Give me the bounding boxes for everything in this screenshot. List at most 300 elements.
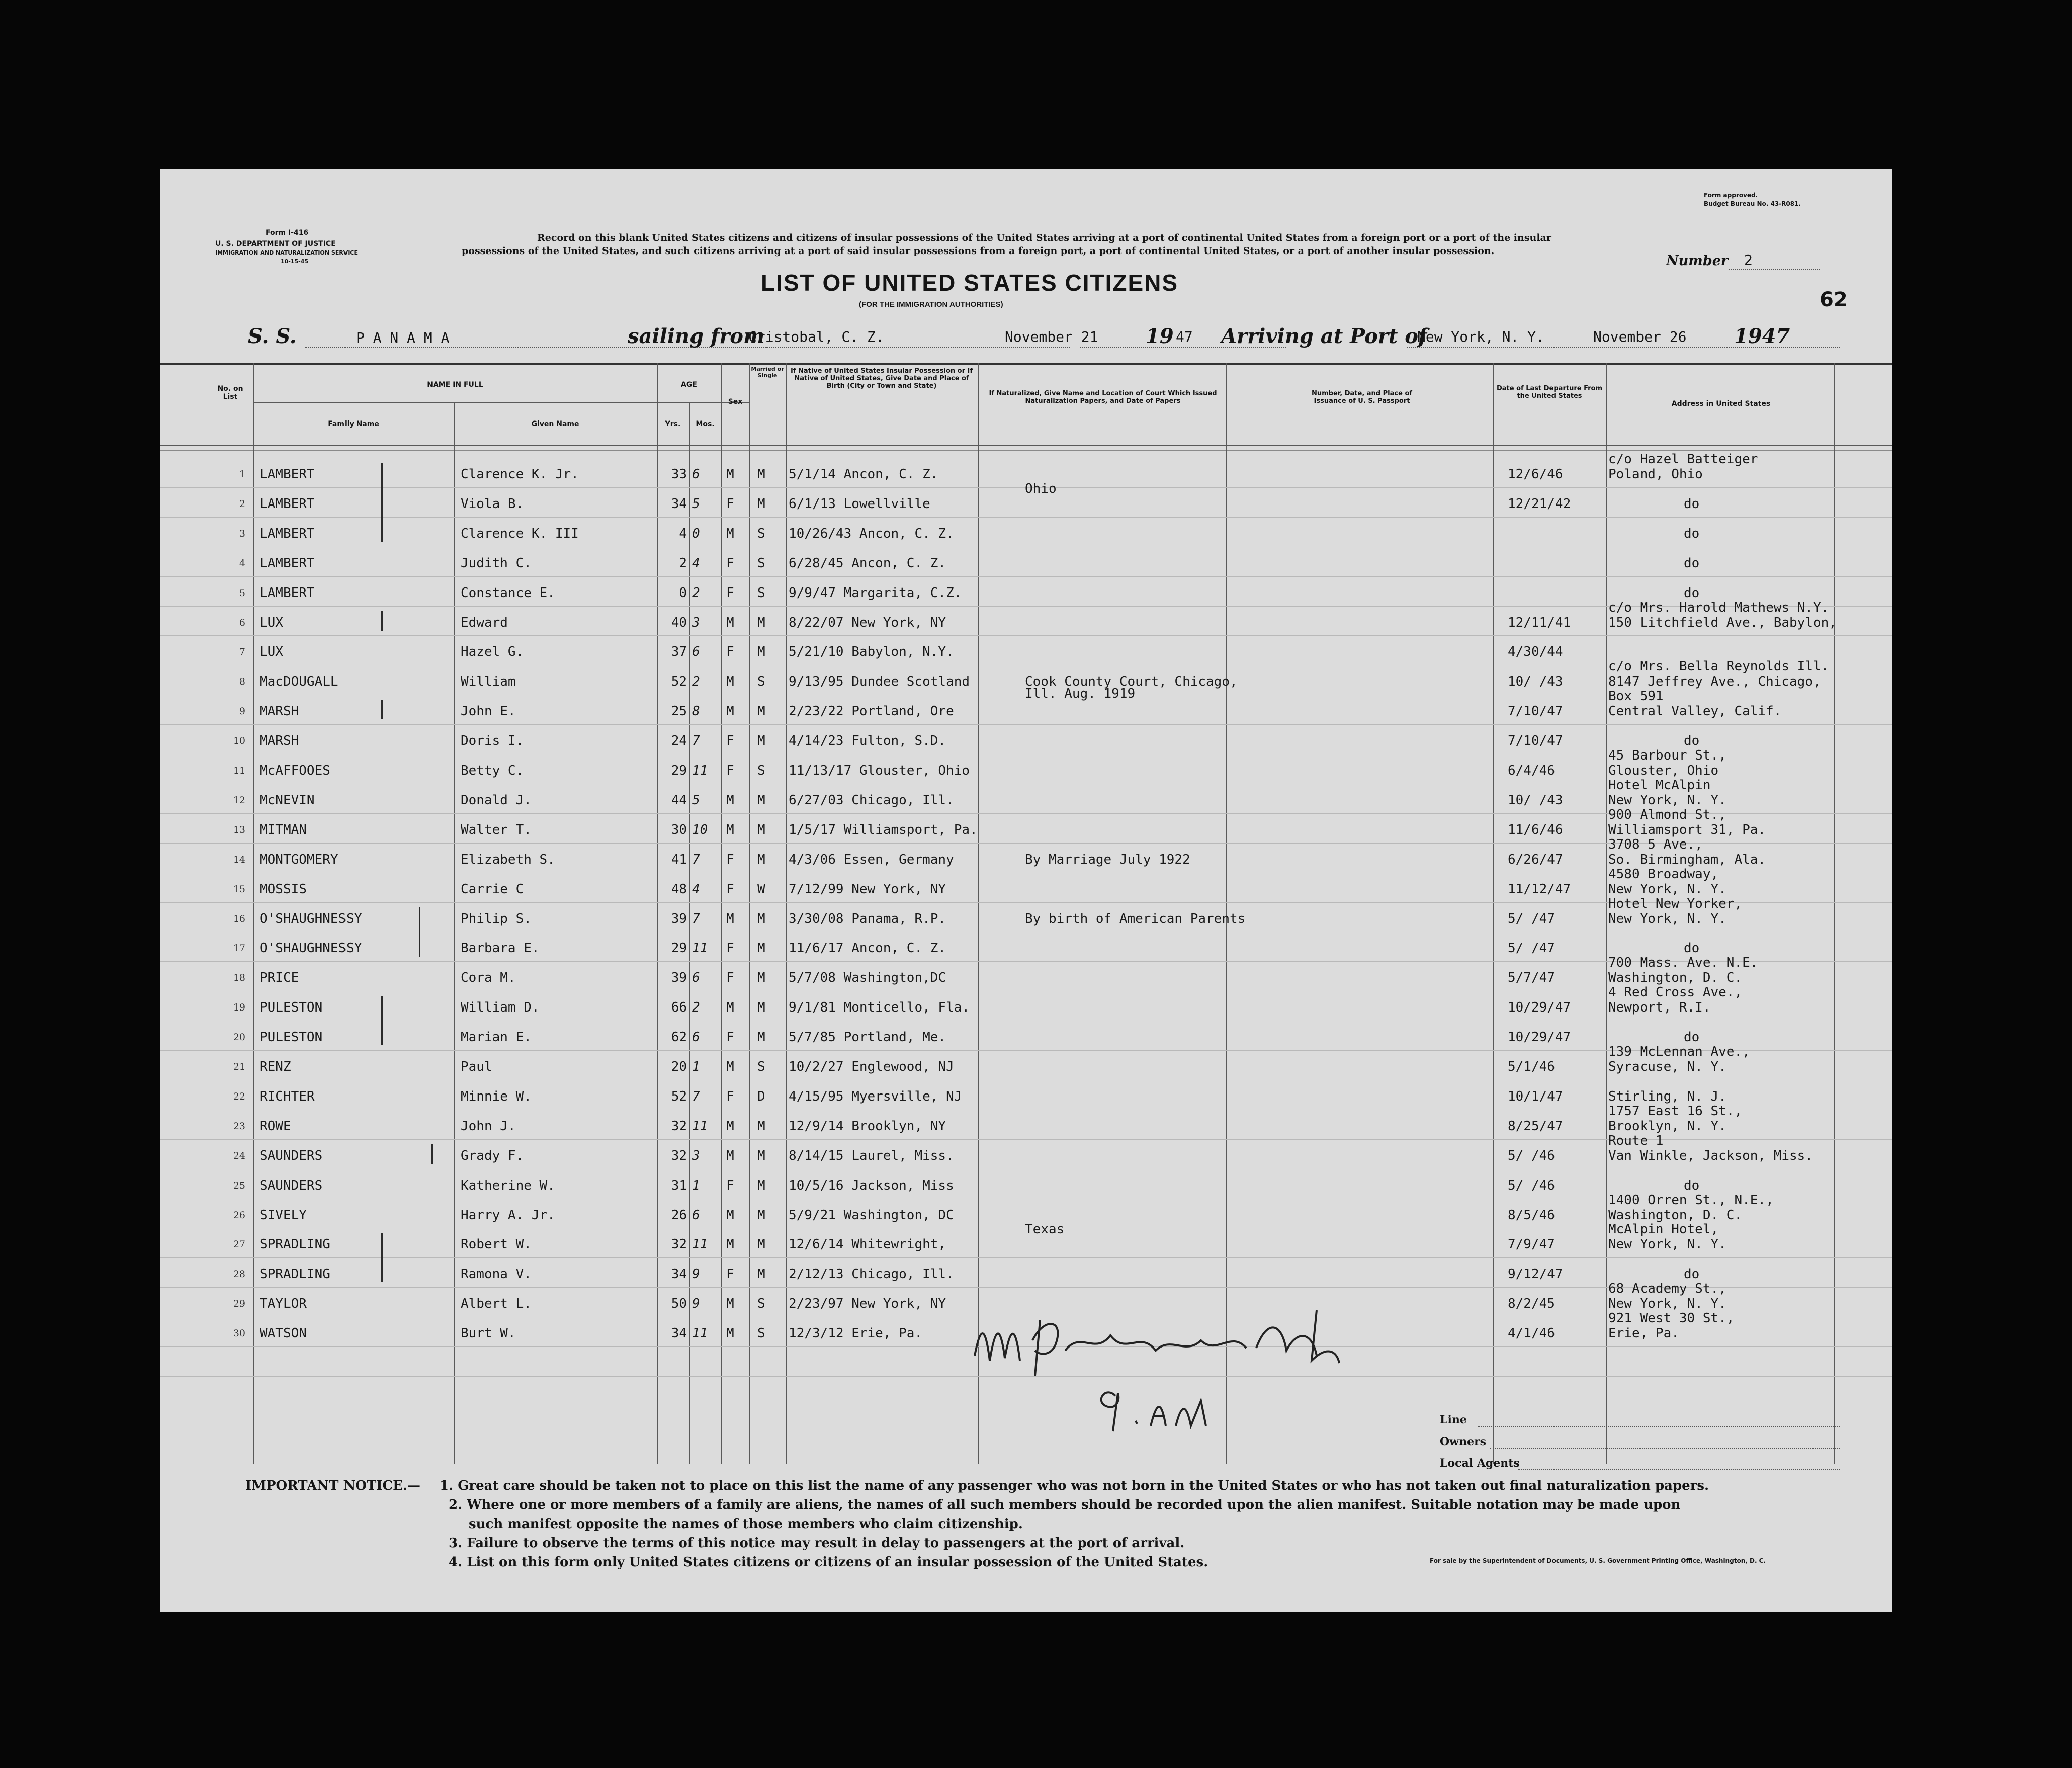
given-name-cell: William: [461, 674, 516, 689]
row-number-cell: 7: [239, 646, 245, 657]
sex-cell: F: [726, 496, 734, 512]
age-months-cell: 11: [692, 1326, 708, 1341]
family-group-tick: [381, 463, 383, 542]
instructions-paragraph: Record on this blank United States citizens and citizens of insular possessions of the United States arriving at a port of continental United States from a foreign port or a port of the insular possessions of the United States, and such citizens arriving at a port of said insular possessions from a foreign port, a port of continental United States, or a port of another insular possession.: [462, 232, 1551, 257]
given-name-cell: Albert L.: [461, 1296, 532, 1311]
sex-cell: F: [726, 852, 734, 867]
form-number: Form I-416: [266, 229, 309, 237]
departure-date-cell: 7/10/47: [1508, 733, 1563, 748]
age-years-cell: 32: [671, 1148, 687, 1163]
given-name-cell: Philip S.: [461, 911, 532, 927]
family-name-cell: O'SHAUGHNESSY: [260, 911, 362, 927]
age-months-cell: 11: [692, 941, 708, 956]
given-name-cell: Minnie W.: [461, 1089, 532, 1104]
marital-status-cell: M: [757, 793, 765, 808]
row-number-cell: 4: [239, 558, 245, 569]
sex-cell: F: [726, 1178, 734, 1193]
given-name-cell: Barbara E.: [461, 941, 540, 956]
given-name-cell: Doris I.: [461, 733, 524, 748]
row-number-cell: 12: [233, 795, 245, 806]
row-number-cell: 29: [233, 1298, 245, 1309]
address-line-2-cell: do: [1684, 1030, 1700, 1045]
sex-cell: F: [726, 882, 734, 897]
marital-status-cell: S: [757, 526, 765, 541]
header-passport: Number, Date, and Place of Issuance of U. S. Passport: [1311, 390, 1413, 405]
family-name-cell: MOSSIS: [260, 882, 307, 897]
sex-cell: M: [726, 704, 734, 719]
family-name-cell: PULESTON: [260, 1000, 323, 1015]
row-number-cell: 23: [233, 1121, 245, 1132]
header-name-in-full: NAME IN FULL: [427, 381, 483, 389]
given-name-cell: Edward: [461, 615, 508, 630]
marital-status-cell: M: [757, 615, 765, 630]
sex-cell: F: [726, 585, 734, 601]
birth-cell: 4/3/06 Essen, Germany: [789, 852, 954, 867]
given-name-cell: Clarence K. III: [461, 526, 579, 541]
given-name-cell: Judith C.: [461, 556, 532, 571]
family-name-cell: SAUNDERS: [260, 1148, 323, 1163]
age-months-cell: 9: [692, 1296, 700, 1311]
family-name-cell: MARSH: [260, 704, 299, 719]
given-name-cell: Paul: [461, 1059, 492, 1074]
given-name-cell: Katherine W.: [461, 1178, 555, 1193]
marital-status-cell: M: [757, 733, 765, 748]
address-line-2-cell: Stirling, N. J.: [1608, 1089, 1726, 1104]
address-line-2-cell: do: [1684, 556, 1700, 571]
header-given-name: Given Name: [531, 420, 579, 428]
row-number-cell: 3: [239, 528, 245, 539]
marital-status-cell: S: [757, 556, 765, 571]
row-number-cell: 27: [233, 1239, 245, 1250]
notice-item-1: 1. Great care should be taken not to place on this list the name of any passenger who was not born in the United States or who has not taken out final naturalization papers.: [440, 1478, 1709, 1493]
departure-date-cell: 12/21/42: [1508, 496, 1571, 512]
naturalization-cell: By birth of American Parents: [1025, 911, 1246, 927]
family-name-cell: SIVELY: [260, 1208, 307, 1223]
address-line-1-cell: 3708 5 Ave.,: [1608, 837, 1703, 852]
birth-cell: 10/5/16 Jackson, Miss: [789, 1178, 954, 1193]
departure-date-cell: 8/5/46: [1508, 1208, 1555, 1223]
marital-status-cell: S: [757, 674, 765, 689]
departure-date-cell: 10/29/47: [1508, 1030, 1571, 1045]
birth-cell: 7/12/99 New York, NY: [789, 882, 946, 897]
birth-cell: 5/7/08 Washington,DC: [789, 970, 946, 985]
page-subtitle: (FOR THE IMMIGRATION AUTHORITIES): [859, 300, 1003, 309]
row-number-cell: 11: [233, 765, 245, 776]
arriving-label: Arriving at Port of: [1221, 324, 1427, 348]
address-line-1-cell: 4580 Broadway,: [1608, 867, 1719, 882]
sex-cell: M: [726, 1326, 734, 1341]
notice-item-3: 3. Failure to observe the terms of this notice may result in delay to passengers at the port of arrival.: [449, 1536, 1185, 1551]
header-list-number: No. on List: [217, 385, 243, 401]
marital-status-cell: D: [757, 1089, 765, 1104]
family-name-cell: LAMBERT: [260, 526, 315, 541]
age-years-cell: 26: [671, 1208, 687, 1223]
service-name: IMMIGRATION AND NATURALIZATION SERVICE: [215, 249, 358, 256]
row-number-cell: 28: [233, 1269, 245, 1280]
age-months-cell: 11: [692, 763, 708, 778]
address-line-2-cell: 8147 Jeffrey Ave., Chicago,: [1608, 674, 1821, 689]
address-line-2-cell: New York, N. Y.: [1608, 1296, 1726, 1311]
address-line-1-cell: 4 Red Cross Ave.,: [1608, 985, 1743, 1000]
given-name-cell: Walter T.: [461, 822, 532, 837]
age-months-cell: 3: [692, 615, 700, 630]
departure-date-cell: 5/ /46: [1508, 1178, 1555, 1193]
row-number-cell: 22: [233, 1091, 245, 1102]
sex-cell: F: [726, 733, 734, 748]
row-number-cell: 25: [233, 1180, 245, 1191]
address-line-2-cell: New York, N. Y.: [1608, 882, 1726, 897]
age-years-cell: 39: [671, 911, 687, 927]
notice-title: IMPORTANT NOTICE.—: [245, 1478, 421, 1493]
address-line-1-cell: Route 1: [1608, 1133, 1664, 1148]
budget-bureau-number: Budget Bureau No. 43-R081.: [1704, 200, 1801, 207]
birth-cell: 6/28/45 Ancon, C. Z.: [789, 556, 946, 571]
row-number-cell: 20: [233, 1032, 245, 1043]
address-line-1-cell: c/o Mrs. Harold Mathews N.Y.: [1608, 600, 1829, 615]
given-name-cell: Viola B.: [461, 496, 524, 512]
row-number-cell: 9: [239, 706, 245, 717]
age-years-cell: 31: [671, 1178, 687, 1193]
given-name-cell: Cora M.: [461, 970, 516, 985]
given-name-cell: Burt W.: [461, 1326, 516, 1341]
marital-status-cell: S: [757, 1326, 765, 1341]
birth-note-cell: Texas: [1025, 1222, 1065, 1237]
page-title: LIST OF UNITED STATES CITIZENS: [761, 270, 1179, 296]
family-name-cell: McNEVIN: [260, 793, 315, 808]
age-months-cell: 11: [692, 1119, 708, 1134]
age-years-cell: 33: [671, 467, 687, 482]
birth-cell: 11/13/17 Glouster, Ohio: [789, 763, 970, 778]
family-name-cell: MITMAN: [260, 822, 307, 837]
address-line-2-cell: do: [1684, 585, 1700, 601]
row-number-cell: 18: [233, 972, 245, 983]
departure-date-cell: 9/12/47: [1508, 1267, 1563, 1282]
row-number-cell: 17: [233, 943, 245, 954]
age-years-cell: 32: [671, 1237, 687, 1252]
family-name-cell: WATSON: [260, 1326, 307, 1341]
row-number-cell: 30: [233, 1328, 245, 1339]
address-line-1-cell: 900 Almond St.,: [1608, 807, 1726, 822]
header-age: AGE: [681, 381, 697, 389]
ship-name: P A N A M A: [356, 329, 450, 346]
family-name-cell: LAMBERT: [260, 585, 315, 601]
age-years-cell: 40: [671, 615, 687, 630]
age-months-cell: 11: [692, 1237, 708, 1252]
sailing-label: sailing from: [628, 324, 765, 348]
marital-status-cell: M: [757, 1178, 765, 1193]
departure-date-cell: 7/10/47: [1508, 704, 1563, 719]
birth-cell: 2/23/97 New York, NY: [789, 1296, 946, 1311]
row-number-cell: 15: [233, 884, 245, 895]
given-name-cell: Elizabeth S.: [461, 852, 555, 867]
age-months-cell: 2: [692, 674, 700, 689]
age-months-cell: 4: [692, 882, 700, 897]
age-years-cell: 29: [671, 763, 687, 778]
marital-status-cell: W: [757, 882, 765, 897]
birth-cell: 4/15/95 Myersville, NJ: [789, 1089, 962, 1104]
birth-cell: 8/22/07 New York, NY: [789, 615, 946, 630]
row-number-cell: 1: [239, 469, 245, 480]
family-name-cell: MARSH: [260, 733, 299, 748]
arrival-year: 1947: [1734, 324, 1790, 348]
birth-cell: 9/13/95 Dundee Scotland: [789, 674, 970, 689]
address-line-1-cell: Hotel New Yorker,: [1608, 896, 1743, 911]
family-group-tick: [381, 611, 383, 631]
marital-status-cell: M: [757, 1267, 765, 1282]
family-group-tick: [381, 1233, 383, 1282]
address-line-1-cell: McAlpin Hotel,: [1608, 1222, 1719, 1237]
address-line-2-cell: New York, N. Y.: [1608, 1237, 1726, 1252]
sex-cell: F: [726, 1089, 734, 1104]
birth-cell: 5/9/21 Washington, DC: [789, 1208, 954, 1223]
row-number-cell: 2: [239, 498, 245, 510]
approval-note: Form approved.: [1704, 192, 1758, 199]
departure-date-cell: 5/1/46: [1508, 1059, 1555, 1074]
birth-cell: 2/12/13 Chicago, Ill.: [789, 1267, 954, 1282]
row-number-cell: 16: [233, 913, 245, 924]
age-months-cell: 4: [692, 556, 700, 571]
age-years-cell: 44: [671, 793, 687, 808]
age-months-cell: 2: [692, 1000, 700, 1015]
arrival-date: November 26: [1593, 328, 1687, 345]
address-line-2-cell: do: [1684, 1267, 1700, 1282]
given-name-cell: Robert W.: [461, 1237, 532, 1252]
address-line-2-cell: do: [1684, 733, 1700, 748]
manifest-sheet: [160, 169, 1892, 1612]
marital-status-cell: M: [757, 496, 765, 512]
marital-status-cell: M: [757, 1237, 765, 1252]
address-line-2-cell: Central Valley, Calif.: [1608, 704, 1782, 719]
departure-date-cell: 12/11/41: [1508, 615, 1571, 630]
birth-cell: 10/2/27 Englewood, NJ: [789, 1059, 954, 1074]
inspector-signature: [965, 1300, 1447, 1466]
age-months-cell: 1: [692, 1059, 700, 1074]
age-months-cell: 6: [692, 970, 700, 985]
departure-date-cell: 6/26/47: [1508, 852, 1563, 867]
family-name-cell: O'SHAUGHNESSY: [260, 941, 362, 956]
number-label: Number: [1666, 253, 1729, 269]
address-line-1-cell: c/o Hazel Batteiger: [1608, 452, 1758, 467]
address-line-2-cell: New York, N. Y.: [1608, 793, 1726, 808]
address-line-1-cell: 45 Barbour St.,: [1608, 748, 1726, 763]
age-years-cell: 25: [671, 704, 687, 719]
age-years-cell: 34: [671, 496, 687, 512]
given-name-cell: Hazel G.: [461, 644, 524, 659]
row-number-cell: 21: [233, 1061, 245, 1072]
row-number-cell: 26: [233, 1210, 245, 1221]
sex-cell: F: [726, 556, 734, 571]
address-line-2-cell: Brooklyn, N. Y.: [1608, 1119, 1726, 1134]
sex-cell: F: [726, 970, 734, 985]
sex-cell: M: [726, 911, 734, 927]
line-label: Line: [1440, 1413, 1467, 1426]
sex-cell: M: [726, 1059, 734, 1074]
marital-status-cell: M: [757, 467, 765, 482]
address-line-2-cell: New York, N. Y.: [1608, 911, 1726, 927]
departure-date-cell: 5/ /47: [1508, 911, 1555, 927]
age-months-cell: 8: [692, 704, 700, 719]
age-months-cell: 0: [692, 526, 700, 541]
header-months: Mos.: [696, 420, 715, 428]
age-months-cell: 1: [692, 1178, 700, 1193]
header-last-departure: Date of Last Departure From the United States: [1496, 385, 1603, 400]
birth-cell: 12/9/14 Brooklyn, NY: [789, 1119, 946, 1134]
address-line-1-cell: c/o Mrs. Bella Reynolds Ill.: [1608, 659, 1829, 674]
age-months-cell: 6: [692, 644, 700, 659]
row-number-cell: 10: [233, 735, 245, 746]
address-line-2-cell: Newport, R.I.: [1608, 1000, 1711, 1015]
sex-cell: M: [726, 1119, 734, 1134]
marital-status-cell: M: [757, 822, 765, 837]
header-years: Yrs.: [665, 420, 681, 428]
family-name-cell: SPRADLING: [260, 1237, 330, 1252]
birth-cell: 11/6/17 Ancon, C. Z.: [789, 941, 946, 956]
family-name-cell: ROWE: [260, 1119, 291, 1134]
marital-status-cell: M: [757, 704, 765, 719]
given-name-cell: Betty C.: [461, 763, 524, 778]
departure-date-cell: 4/30/44: [1508, 644, 1563, 659]
sex-cell: M: [726, 615, 734, 630]
age-years-cell: 34: [671, 1326, 687, 1341]
given-name-cell: Clarence K. Jr.: [461, 467, 579, 482]
birth-cell: 8/14/15 Laurel, Miss.: [789, 1148, 954, 1163]
address-line-2-cell: Glouster, Ohio: [1608, 763, 1719, 778]
sex-cell: F: [726, 941, 734, 956]
header-marital-status: Married or Single: [751, 366, 784, 379]
given-name-cell: Harry A. Jr.: [461, 1208, 555, 1223]
row-number-cell: 13: [233, 824, 245, 835]
family-name-cell: PULESTON: [260, 1030, 323, 1045]
age-months-cell: 3: [692, 1148, 700, 1163]
sailing-port: Cristobal, C. Z.: [748, 328, 884, 345]
marital-status-cell: M: [757, 911, 765, 927]
row-number-cell: 19: [233, 1002, 245, 1013]
family-name-cell: SPRADLING: [260, 1267, 330, 1282]
birth-cell: 5/7/85 Portland, Me.: [789, 1030, 946, 1045]
address-line-1-cell: Box 591: [1608, 689, 1664, 704]
birth-cell: 5/1/14 Ancon, C. Z.: [789, 467, 938, 482]
given-name-cell: John E.: [461, 704, 516, 719]
departure-date-cell: 8/2/45: [1508, 1296, 1555, 1311]
address-line-2-cell: 150 Litchfield Ave., Babylon,: [1608, 615, 1837, 630]
age-months-cell: 10: [692, 822, 708, 837]
birth-cell: 2/23/22 Portland, Ore: [789, 704, 954, 719]
address-line-1-cell: 700 Mass. Ave. N.E.: [1608, 955, 1758, 970]
age-years-cell: 37: [671, 644, 687, 659]
sex-cell: M: [726, 822, 734, 837]
family-name-cell: LUX: [260, 644, 283, 659]
age-years-cell: 66: [671, 1000, 687, 1015]
age-years-cell: 24: [671, 733, 687, 748]
header-naturalization: If Naturalized, Give Name and Location of Court Which Issued Naturalization Papers, and Date of Papers: [989, 390, 1217, 405]
address-line-2-cell: Washington, D. C.: [1608, 970, 1743, 985]
age-years-cell: 32: [671, 1119, 687, 1134]
sex-cell: M: [726, 1296, 734, 1311]
address-line-1-cell: Hotel McAlpin: [1608, 778, 1711, 793]
address-line-2-cell: Williamsport 31, Pa.: [1608, 822, 1766, 837]
age-years-cell: 41: [671, 852, 687, 867]
family-group-tick: [431, 1144, 433, 1164]
birth-note-cell: Ohio: [1025, 481, 1057, 496]
age-years-cell: 4: [679, 526, 687, 541]
address-line-1-cell: 921 West 30 St.,: [1608, 1311, 1735, 1326]
departure-date-cell: 11/6/46: [1508, 822, 1563, 837]
departure-date-cell: 4/1/46: [1508, 1326, 1555, 1341]
marital-status-cell: M: [757, 644, 765, 659]
departure-date-cell: 10/ /43: [1508, 674, 1563, 689]
naturalization-cell: By Marriage July 1922: [1025, 852, 1190, 867]
sex-cell: M: [726, 467, 734, 482]
departure-date-cell: 10/1/47: [1508, 1089, 1563, 1104]
birth-cell: 12/3/12 Erie, Pa.: [789, 1326, 923, 1341]
age-years-cell: 39: [671, 970, 687, 985]
sex-cell: M: [726, 793, 734, 808]
address-line-2-cell: do: [1684, 526, 1700, 541]
row-number-cell: 8: [239, 676, 245, 687]
address-line-2-cell: do: [1684, 1178, 1700, 1193]
family-name-cell: MONTGOMERY: [260, 852, 338, 867]
age-months-cell: 2: [692, 585, 700, 601]
form-date: 10-15-45: [281, 258, 309, 265]
address-line-2-cell: Van Winkle, Jackson, Miss.: [1608, 1148, 1813, 1163]
sex-cell: F: [726, 763, 734, 778]
ss-label: S. S.: [248, 324, 297, 348]
age-months-cell: 6: [692, 467, 700, 482]
family-name-cell: LAMBERT: [260, 496, 315, 512]
family-name-cell: McAFFOOES: [260, 763, 330, 778]
row-number-cell: 5: [239, 587, 245, 599]
marital-status-cell: S: [757, 585, 765, 601]
age-years-cell: 34: [671, 1267, 687, 1282]
marital-status-cell: M: [757, 970, 765, 985]
birth-cell: 6/1/13 Lowellville: [789, 496, 930, 512]
naturalization-cell: Cook County Court, Chicago,: [1025, 674, 1238, 689]
age-years-cell: 2: [679, 556, 687, 571]
marital-status-cell: M: [757, 1208, 765, 1223]
family-name-cell: LUX: [260, 615, 283, 630]
arrival-port: New York, N. Y.: [1417, 328, 1544, 345]
notice-item-4: 4. List on this form only United States citizens or citizens of an insular possession of the United States.: [449, 1555, 1208, 1570]
sex-cell: F: [726, 644, 734, 659]
printer-note: For sale by the Superintendent of Documents, U. S. Government Printing Office, Washington, D. C.: [1430, 1557, 1766, 1564]
address-line-2-cell: do: [1684, 496, 1700, 512]
naturalization-cell-2: Ill. Aug. 1919: [1025, 686, 1136, 701]
family-name-cell: SAUNDERS: [260, 1178, 323, 1193]
family-name-cell: LAMBERT: [260, 467, 315, 482]
age-months-cell: 5: [692, 496, 700, 512]
age-months-cell: 6: [692, 1208, 700, 1223]
year-prefix: 19: [1146, 324, 1174, 348]
family-name-cell: TAYLOR: [260, 1296, 307, 1311]
family-group-tick: [381, 700, 383, 719]
address-line-2-cell: Washington, D. C.: [1608, 1208, 1743, 1223]
header-sex: Sex: [728, 398, 743, 406]
address-line-2-cell: Erie, Pa.: [1608, 1326, 1679, 1341]
family-name-cell: RENZ: [260, 1059, 291, 1074]
age-years-cell: 20: [671, 1059, 687, 1074]
departure-date-cell: 6/4/46: [1508, 763, 1555, 778]
marital-status-cell: M: [757, 1000, 765, 1015]
address-line-1-cell: 68 Academy St.,: [1608, 1281, 1726, 1296]
page-number: 62: [1820, 288, 1848, 311]
birth-cell: 9/1/81 Monticello, Fla.: [789, 1000, 970, 1015]
address-line-1-cell: 1400 Orren St., N.E.,: [1608, 1193, 1774, 1208]
departure-date-cell: 5/7/47: [1508, 970, 1555, 985]
marital-status-cell: M: [757, 1119, 765, 1134]
birth-cell: 9/9/47 Margarita, C.Z.: [789, 585, 962, 601]
given-name-cell: John J.: [461, 1119, 516, 1134]
given-name-cell: Marian E.: [461, 1030, 532, 1045]
